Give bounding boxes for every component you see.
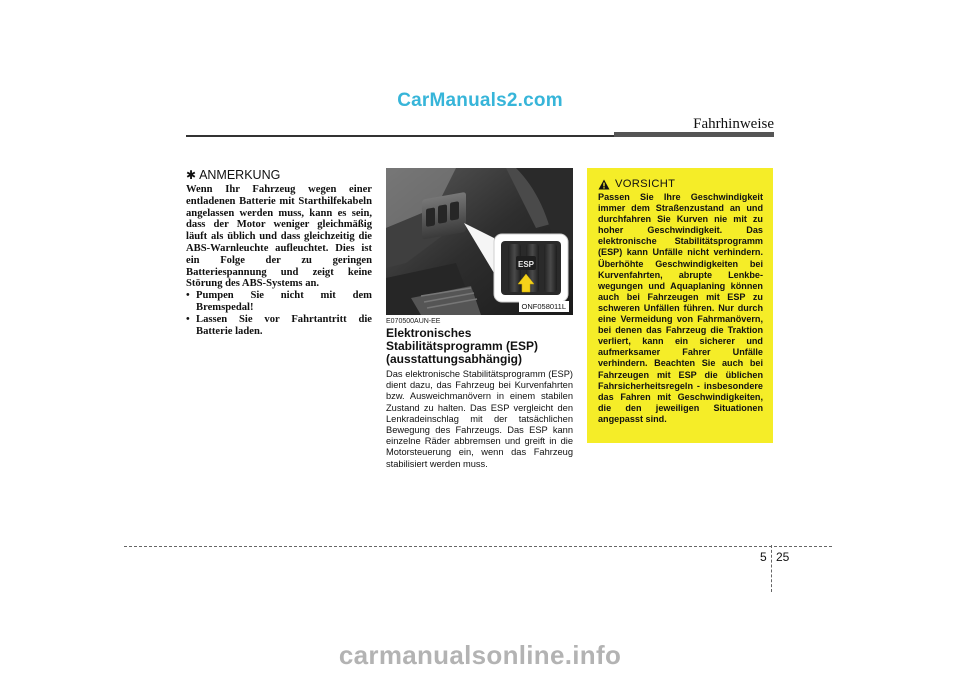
list-item: • Pumpen Sie nicht mit dem Bremspedal! [186,290,372,314]
header-rule-thick [614,132,774,137]
figure-caption: ONF058011L [519,301,569,312]
esp-section [386,318,573,470]
chapter-number: 5 [760,550,767,564]
esp-switch-illustration [386,168,573,315]
section-code: E070500AUN-EE [386,318,441,325]
note-title: ANMERKUNG [199,168,281,182]
warning-box [587,168,773,443]
star-icon: ✱ [186,168,197,182]
esp-button-label: ESP [517,260,535,269]
note-text: Wenn Ihr Fahrzeug wegen einer entladenen Batterie mit Starthilfekabeln angelassen werden muss, kann es sein, dass der Motor weniger gleichmäßig läuft als üblich und dass gleichzeitig die ABS-Warnleuchte aufleuchtet. Dies ist ein Folge der zu geringen Batteriespannung und zeigt keine Störung des ABS-Systems an. [186,184,372,290]
watermark-top: CarManuals2.com [397,90,563,111]
footer-rule [124,546,832,547]
warning-triangle-icon [598,179,610,190]
esp-switch-photo [386,168,573,315]
note-block [186,168,372,337]
page-number-divider [771,545,772,592]
warning-heading [598,178,763,190]
section-title: Fahrhinweise [693,116,774,132]
list-item: • Lassen Sie vor Fahrtantritt die Batterie laden. [186,314,372,338]
esp-heading: Elektronisches Stabilitätsprogramm (ESP) (ausstattungsabhängig) [386,326,539,366]
page-number: 25 [776,550,790,564]
note-bullet-list [186,290,372,337]
warning-title: VORSICHT [615,178,676,190]
watermark-bottom: carmanualsonline.info [338,640,622,670]
header-rule [186,135,614,137]
warning-text: Passen Sie Ihre Geschwindigkeit immer dem Straßenzustand an und durchfahren Sie Kurven nie mit zu hoher Geschwindigkeit. Das elektronische Stabilitätsprogramm (ESP) kann Unfälle nicht verhindern. Überhöhte Geschwindigkeiten bei Kurvenfahrten, abrupte Lenkbe-wegungen und Aquaplaning können auch bei Fahrzeugen mit ESP zu schweren Unfällen führen. Nur durch eine Vermeidung von Fahrmanövern, bei denen das Fahrzeug die Traktion verliert, kann ein sicherer und aufmerksamer Fahrer Unfälle verhindern. Beachten Sie auch bei Fahrzeugen mit ESP die üblichen Fahrsicherheitsregeln - insbesondere das Fahren mit Geschwindigkeiten, die den jeweiligen Situationen angepasst sind. [598,192,763,424]
note-heading [186,168,372,182]
esp-text: Das elektronische Stabilitätsprogramm (ESP) dient dazu, das Fahrzeug bei Kurvenfahrten bzw. Ausweichmanövern in einem stabilen Zustand zu halten. Das ESP vergleicht den Lenkradeinschlag mit der tatsächlichen Bewegung des Fahrzeugs. Das ESP kann einzelne Räder abbremsen und greift in die Motorsteuerung ein, wenn das Fahrzeug stabilisiert werden muss. [386,369,573,469]
